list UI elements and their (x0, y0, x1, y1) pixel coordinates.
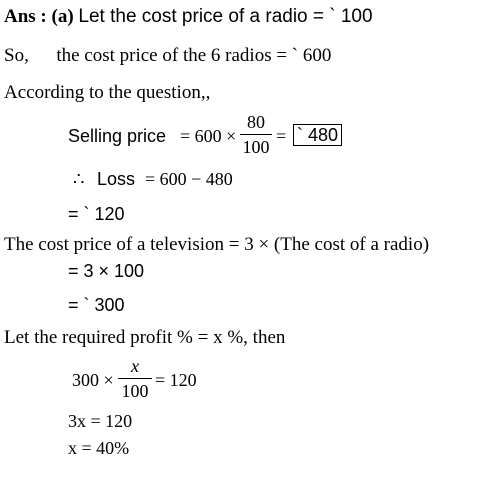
according-text: According to the question,, (4, 82, 211, 103)
equation-one-fraction (118, 356, 152, 401)
profit-line: Let the required profit % = x %, then (4, 327, 286, 348)
according-line (4, 82, 210, 104)
fraction-numerator: 80 (247, 112, 265, 132)
equation-one-rhs: = 120 (155, 370, 197, 390)
television-result: = ` 300 (68, 295, 125, 315)
answer-intro-text: Let the cost price of a radio = ` 100 (78, 6, 373, 27)
selling-price-lhs: = 600 × (180, 126, 237, 146)
fraction-denominator: 100 (121, 381, 149, 401)
equation-one-lhs: 300 × (72, 370, 114, 390)
fraction-numerator: x (131, 356, 139, 376)
fraction-bar (118, 378, 152, 379)
loss-result: = ` 120 (68, 204, 125, 224)
loss-label: Loss (97, 169, 136, 189)
equation-three: x = 40% (68, 438, 130, 458)
selling-price-label: Selling price (68, 126, 167, 146)
fraction-denominator: 100 (242, 137, 270, 157)
selling-price-equals: = (276, 126, 287, 146)
selling-price-fraction (240, 112, 272, 157)
equation-two: 3x = 120 (68, 411, 133, 431)
so-label: So, (4, 45, 29, 66)
therefore-symbol: ∴ (73, 169, 85, 189)
television-expression: = 3 × 100 (68, 261, 145, 281)
loss-expression: = 600 − 480 (145, 169, 233, 189)
television-line: The cost price of a television = 3 × (The cost of a radio) (4, 234, 430, 255)
six-radios-text: the cost price of the 6 radios = ` 600 (56, 45, 332, 66)
answer-prefix: Ans : (a) (4, 6, 74, 27)
six-radios-line (4, 45, 331, 67)
selling-price-result-box: ` 480 (293, 124, 342, 146)
fraction-bar (240, 134, 272, 135)
answer-line (4, 6, 373, 28)
